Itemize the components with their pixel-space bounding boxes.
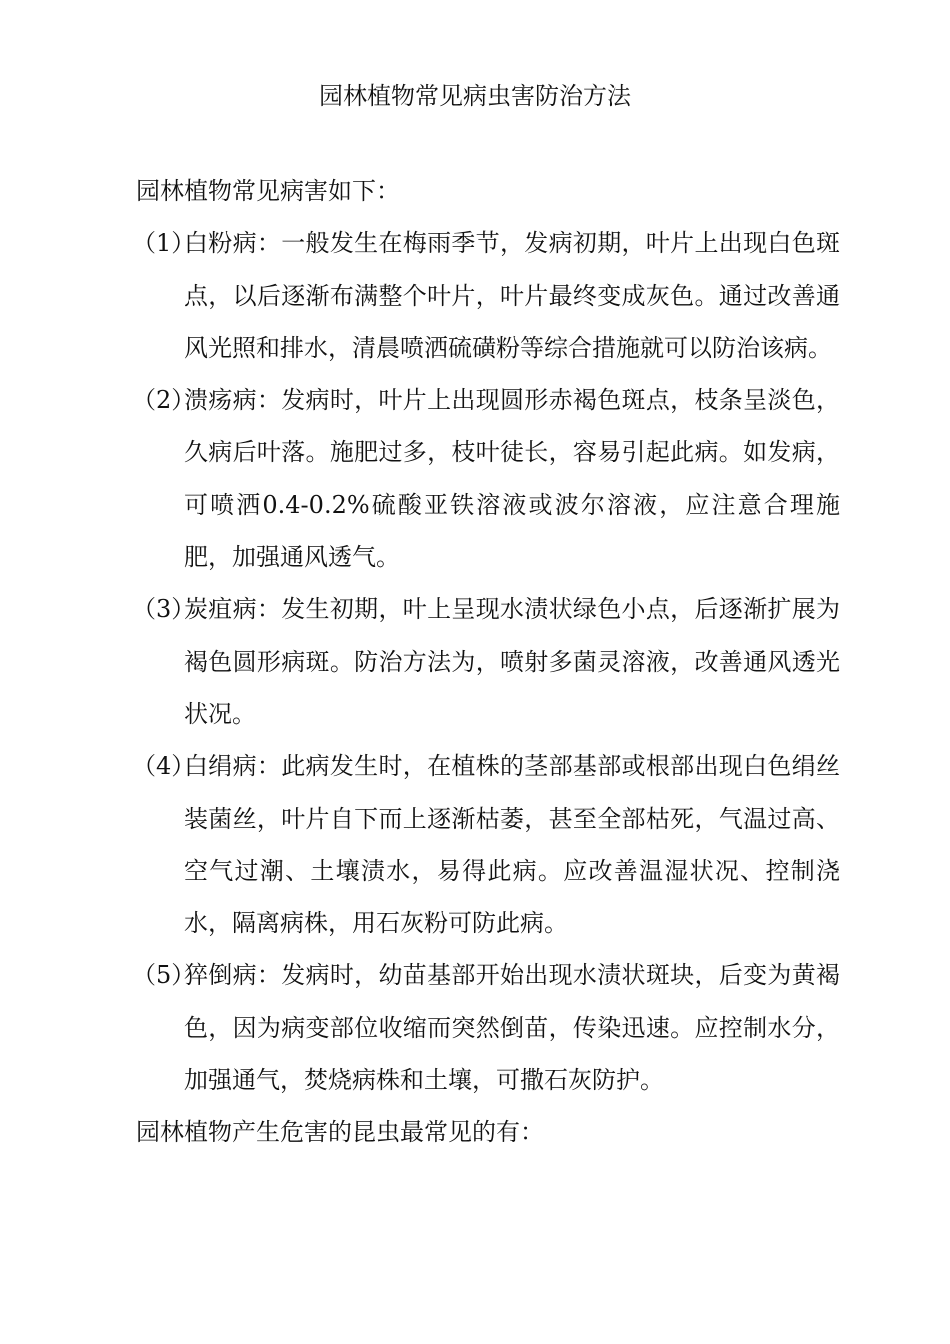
disease-item-5 [132,949,840,1106]
item-text: 白绢病：此病发生时，在植株的茎部基部或根部出现白色绢丝装菌丝，叶片自下而上逐渐枯萎，甚至全部枯死，气温过高、空气过潮、土壤渍水，易得此病。应改善温湿状况、控制浇水，隔离病株，用石灰粉可防此病。 [184,752,840,938]
item-number: （4） [132,752,196,781]
disease-item-1 [132,217,840,374]
document-body [132,165,840,1159]
item-text: 猝倒病：发病时，幼苗基部开始出现水渍状斑块，后变为黄褐色，因为病变部位收缩而突然倒苗，传染迅速。应控制水分，加强通气，焚烧病株和土壤，可撒石灰防护。 [184,961,840,1095]
diseases-intro: 园林植物常见病害如下： [136,177,400,205]
disease-item-4 [132,740,840,949]
disease-item-3 [132,583,840,740]
item-text: 炭疽病：发生初期，叶上呈现水渍状绿色小点，后逐渐扩展为褐色圆形病斑。防治方法为，喷射多菌灵溶液，改善通风透光状况。 [184,595,840,728]
item-text: 溃疡病：发病时，叶片上出现圆形赤褐色斑点，枝条呈淡色，久病后叶落。施肥过多，枝叶徒长，容易引起此病。如发病，可喷洒0.4-0.2%硫酸亚铁溶液或波尔溶液，应注意合理施肥，加强通风透气。 [184,386,840,572]
item-number: （1） [132,229,196,258]
insects-intro: 园林植物产生危害的昆虫最常见的有： [136,1118,544,1147]
disease-item-2 [132,374,840,583]
item-text: 白粉病：一般发生在梅雨季节，发病初期，叶片上出现白色斑点，以后逐渐布满整个叶片，叶片最终变成灰色。通过改善通风光照和排水，清晨喷洒硫磺粉等综合措施就可以防治该病。 [184,229,840,362]
item-number: （2） [132,386,196,415]
item-number: （3） [132,595,196,624]
item-number: （5） [132,961,196,990]
document-title: 园林植物常见病虫害防治方法 [319,82,631,110]
